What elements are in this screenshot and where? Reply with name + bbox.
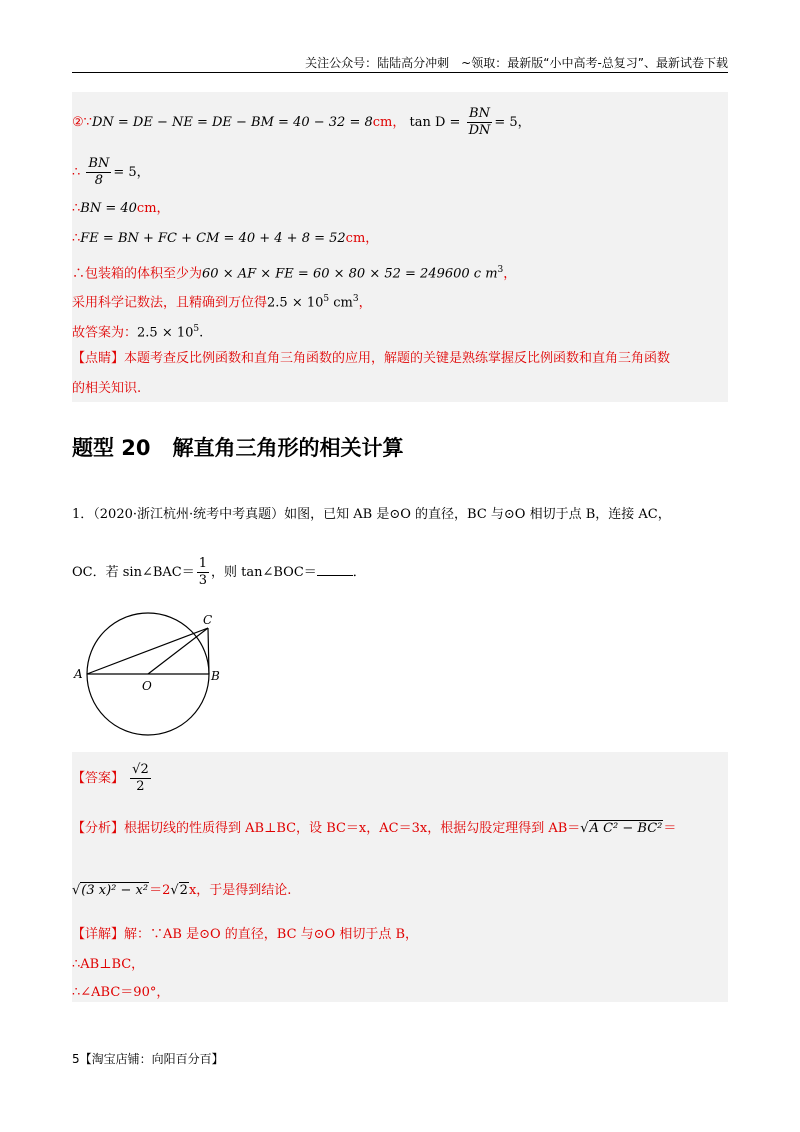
detail-line-2: ∴AB⊥BC， — [72, 957, 145, 972]
solution-line-5: ∴包装箱的体积至少为60 × AF × FE = 60 × 80 × 52 = 249600 c $m^3$， — [72, 265, 517, 282]
solution-line-7: 故答案为：$2.5 \times 10^5$. — [72, 324, 204, 341]
answer-blank — [317, 563, 353, 576]
circle-figure — [72, 608, 232, 738]
label-c: C — [203, 613, 213, 627]
solution-line-1: ②∵DN = DE − NE = DE − BM = 40 − 32 = 8cm， tan D = $\frac{BN}{DN}$ = 5， — [72, 106, 531, 138]
question-line-1: 1．（2020·浙江杭州·统考中考真题）如图，已知 AB 是⊙O 的直径，BC 与⊙O 相切于点 B，连接 AC， — [72, 507, 671, 522]
label-o: O — [142, 679, 152, 693]
section-heading: 题型 20 解直角三角形的相关计算 — [72, 436, 404, 460]
shop-name: 【淘宝店铺：向阳百分百】 — [79, 1052, 224, 1066]
label-b: B — [211, 669, 220, 683]
header-rule — [72, 72, 728, 73]
analysis-line-2: √(3 x)² − x²＝2√2x，于是得到结论. — [72, 883, 292, 898]
answer-line: 【答案】 $\frac{√2}{2}$ — [72, 762, 149, 794]
solution-line-6: 采用科学记数法，且精确到万位得$2.5 \times 10^5$ $cm^3$， — [72, 294, 372, 311]
solution-line-2: ∴ $\frac{BN}{8}$ = 5， — [72, 156, 150, 188]
segment-oc — [148, 628, 208, 674]
analysis-line-1: 【分析】根据切线的性质得到 AB⊥BC，设 BC＝x，AC＝3x，根据勾股定理得到 AB＝√A C² − BC²＝ — [72, 821, 677, 836]
label-a: A — [74, 667, 83, 681]
answer-fraction: $\frac{√2}{2}$ — [132, 762, 149, 794]
detail-line-3: ∴∠ABC＝90°， — [72, 985, 170, 1000]
point-line-2: 的相关知识. — [72, 381, 142, 396]
question-line-2: OC．若 sin∠BAC＝ $\frac{1}{3}$ ，则 tan∠BOC＝ ． — [72, 556, 366, 588]
page-footer — [72, 1050, 224, 1067]
segment-ac — [87, 628, 208, 674]
answer-box — [72, 752, 728, 1002]
solution-line-3: ∴BN = 40cm， — [72, 201, 170, 216]
fraction-one-third: $\frac{1}{3}$ — [198, 556, 208, 588]
point-line-1: 【点睛】本题考查反比例函数和直角三角函数的应用，解题的关键是熟练掌握反比例函数和直角三角函数 — [72, 351, 671, 366]
detail-line-1: 【详解】解：∵AB 是⊙O 的直径，BC 与⊙O 相切于点 B， — [72, 927, 419, 942]
fraction-bn-8: $\frac{BN}{8}$ — [88, 156, 110, 188]
fraction-bn-dn: $\frac{BN}{DN}$ — [468, 106, 491, 138]
page-number: 5 — [72, 1052, 80, 1066]
solution-line-4: ∴FE = BN + FC + CM = 40 + 4 + 8 = 52cm， — [72, 231, 379, 246]
page-header: 关注公众号：陆陆高分冲刺 ~领取：最新版“小中高考-总复习”、最新试卷下载 — [305, 56, 728, 70]
